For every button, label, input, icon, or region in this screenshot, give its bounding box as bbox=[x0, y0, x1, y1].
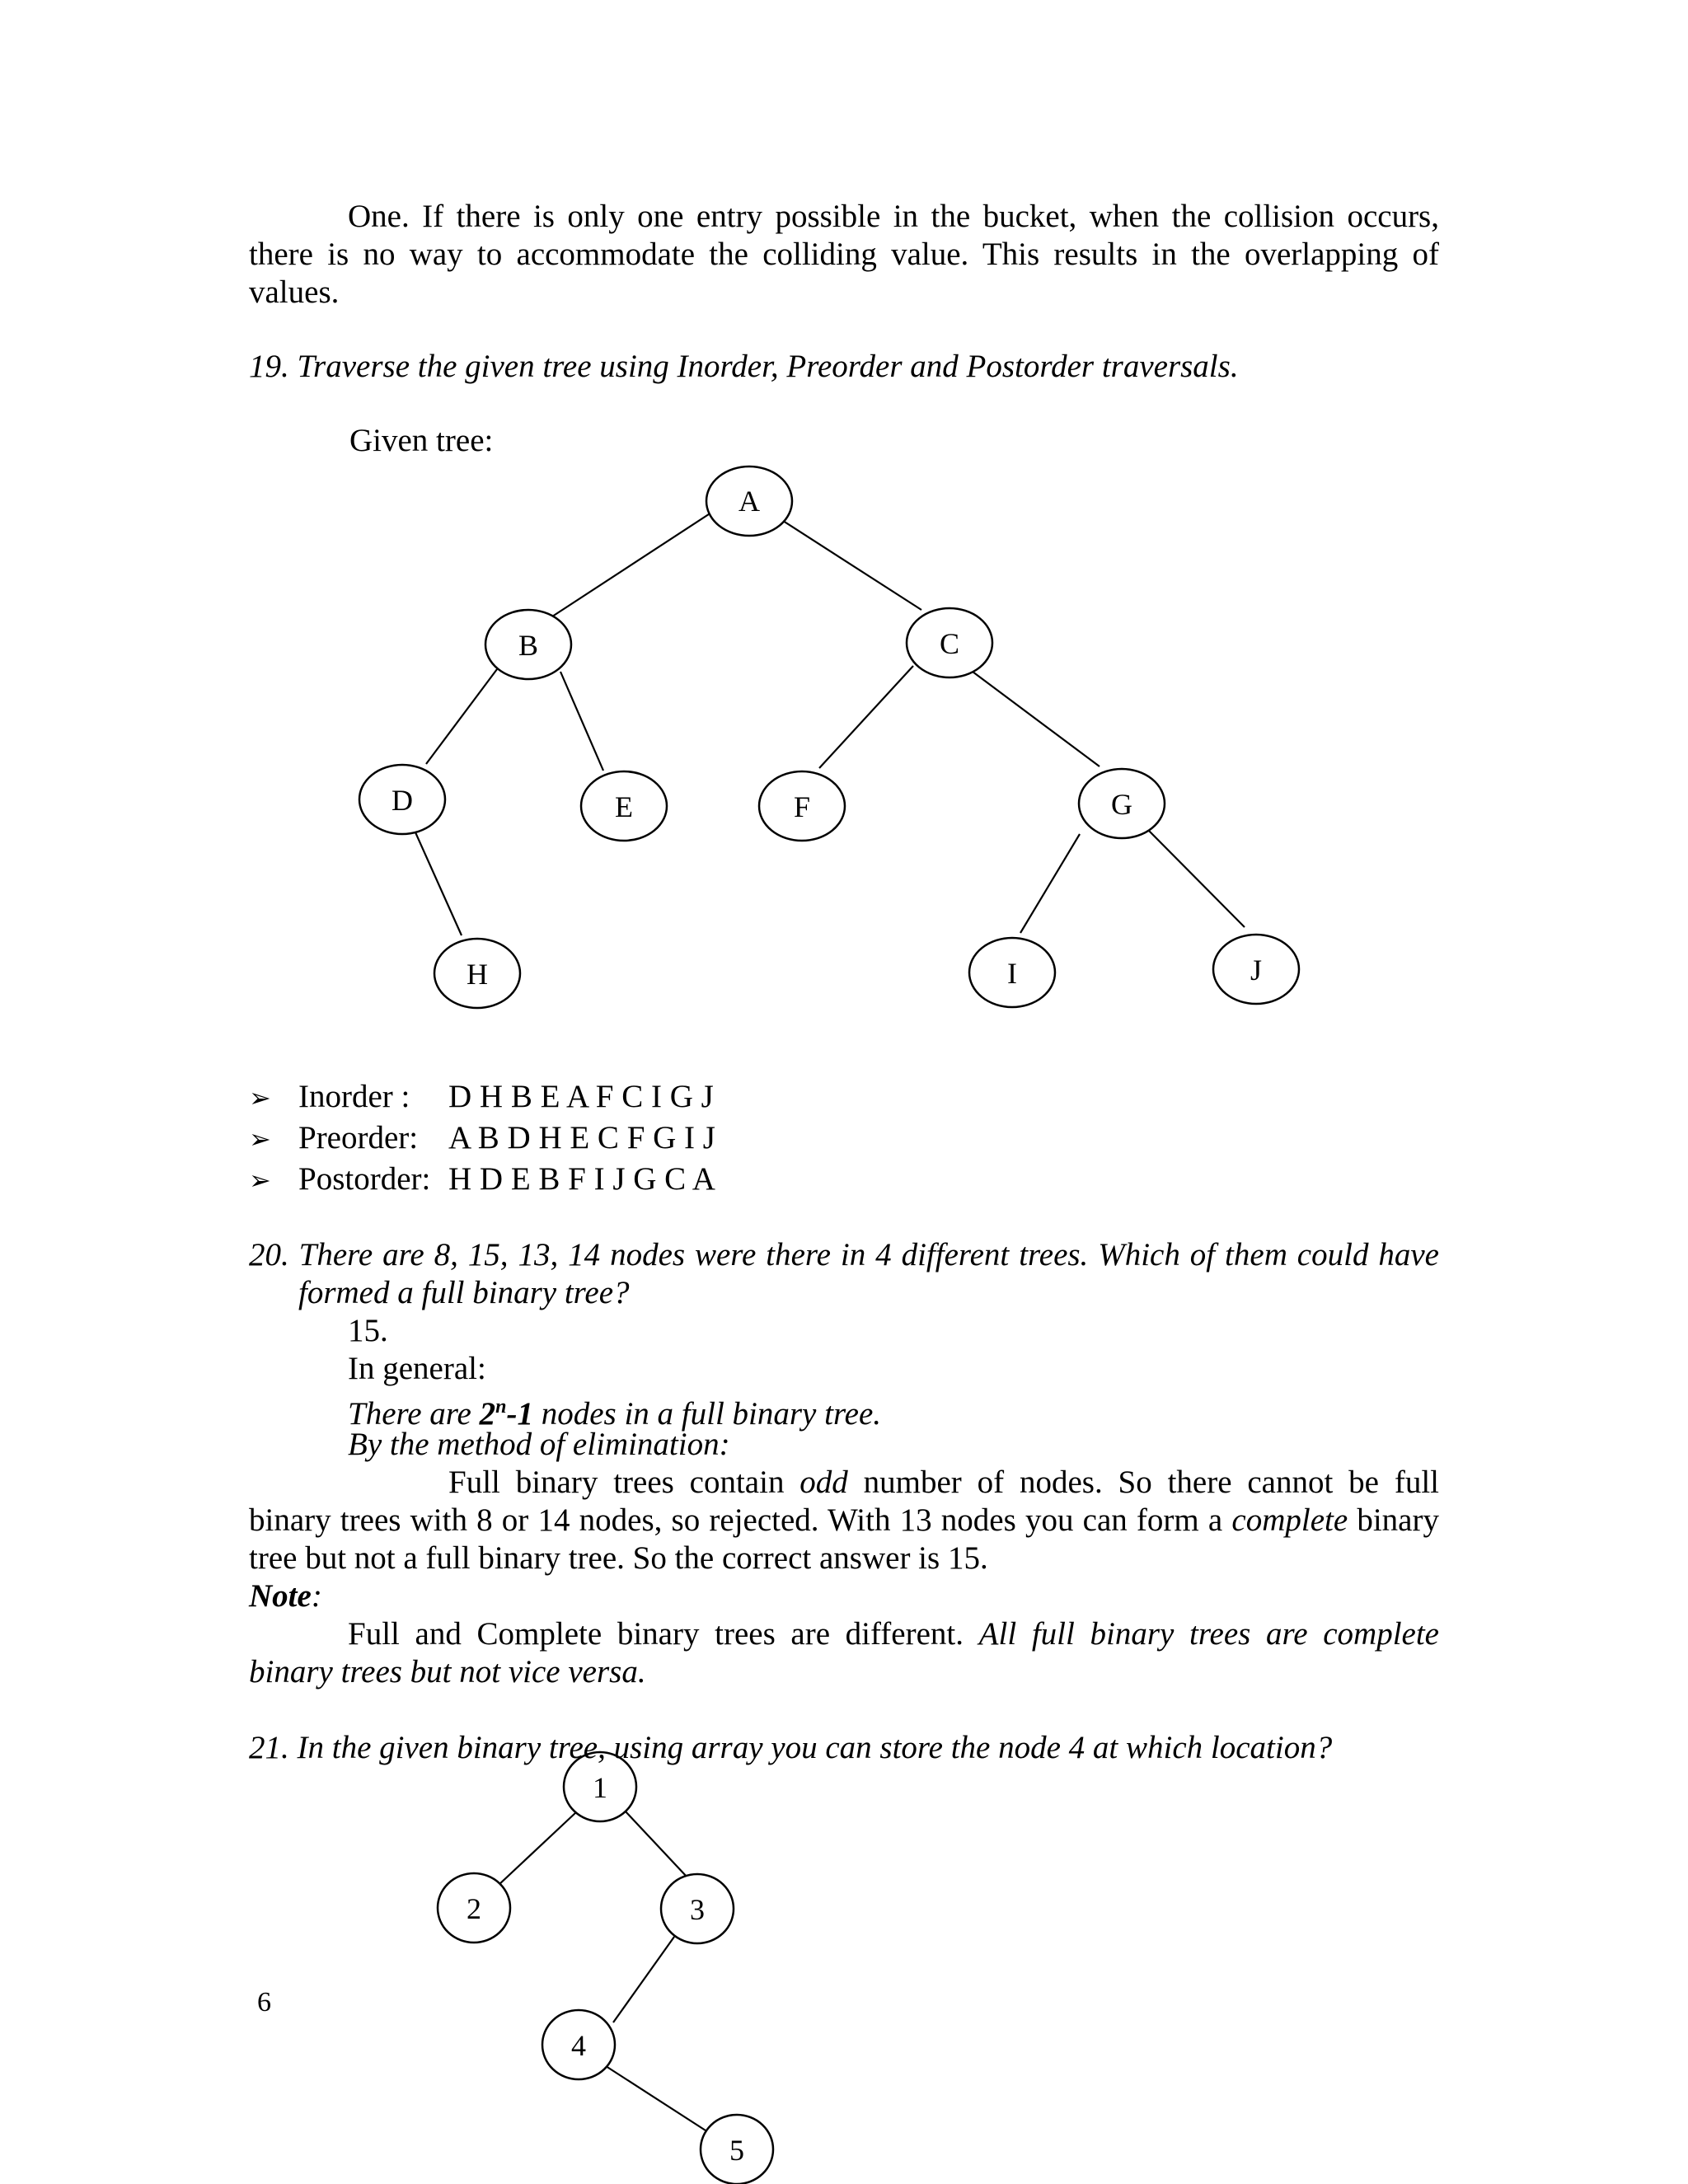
formula-minus-one: -1 bbox=[506, 1396, 533, 1432]
tree-edge-a-c bbox=[781, 519, 921, 610]
arrow-bullet-icon: ➢ bbox=[249, 1123, 271, 1155]
tree-edge-3-4 bbox=[613, 1937, 674, 2022]
tree-edge-1-2 bbox=[498, 1811, 577, 1886]
note-heading bbox=[249, 1577, 322, 1615]
formula-prefix: There are bbox=[348, 1396, 480, 1432]
tree-node-b-label: B bbox=[518, 629, 539, 662]
traversal-label: Postorder: bbox=[298, 1161, 431, 1197]
page-number: 6 bbox=[257, 1987, 271, 2018]
explanation-part-3: binary tree but not a full binary tree. So the correct answer is 15. bbox=[249, 1502, 1439, 1576]
tree-edge-1-3 bbox=[625, 1811, 687, 1877]
question-19-tree bbox=[359, 466, 1299, 1008]
question-20-title: 20. There are 8, 15, 13, 14 nodes were there in 4 different trees. Which of them could have formed a full binary tree? bbox=[249, 1237, 1439, 1310]
tree-edge-c-g bbox=[969, 669, 1100, 766]
tree-edge-d-h bbox=[415, 832, 462, 935]
tree-node-f-label: F bbox=[793, 790, 811, 823]
tree-node-a-label: A bbox=[738, 485, 760, 518]
traversal-value: D H B E A F C I G J bbox=[448, 1079, 714, 1114]
tree-node-d-label: D bbox=[392, 784, 413, 817]
tree-edge-g-i bbox=[1020, 834, 1080, 933]
tree-node-h-label: H bbox=[467, 958, 488, 991]
traversal-inorder bbox=[249, 1076, 715, 1118]
arrow-bullet-icon: ➢ bbox=[249, 1082, 271, 1113]
formula-exponent: n bbox=[495, 1396, 507, 1418]
tree-node-g-label: G bbox=[1111, 788, 1132, 821]
explanation-odd: odd bbox=[799, 1465, 848, 1500]
note-paragraph bbox=[249, 1615, 1439, 1691]
tree-node-j bbox=[1213, 935, 1299, 1004]
question-21-tree bbox=[438, 1752, 773, 2184]
explanation-part-1: Full binary trees contain bbox=[448, 1465, 800, 1500]
tree-node-e-label: E bbox=[615, 790, 633, 823]
tree-node-4-label: 4 bbox=[571, 2029, 586, 2062]
tree-node-a bbox=[706, 466, 792, 536]
tree-node-i-label: I bbox=[1007, 957, 1017, 990]
tree-node-c bbox=[907, 608, 992, 677]
traversal-preorder bbox=[249, 1118, 715, 1159]
tree-edge-c-f bbox=[819, 666, 913, 768]
tree-node-j-label: J bbox=[1250, 954, 1263, 987]
given-tree-label: Given tree: bbox=[349, 423, 494, 458]
tree-node-2 bbox=[438, 1873, 510, 1943]
traversal-label: Preorder: bbox=[298, 1120, 419, 1155]
in-general-label: In general: bbox=[348, 1351, 486, 1386]
formula-suffix: nodes in a full binary tree. bbox=[532, 1396, 882, 1432]
tree-node-5 bbox=[701, 2115, 773, 2184]
note-colon: : bbox=[311, 1578, 322, 1614]
question-20-answer: 15. bbox=[348, 1313, 388, 1348]
tree-edge-b-d bbox=[426, 669, 497, 764]
tree-node-f bbox=[759, 771, 845, 841]
tree-edge-4-5 bbox=[603, 2064, 706, 2130]
explanation-paragraph bbox=[249, 1464, 1439, 1577]
note-text-2: All full binary trees are complete binary trees but not vice versa. bbox=[249, 1616, 1439, 1690]
question-19-title: 19. Traverse the given tree using Inorder, Preorder and Postorder traversals. bbox=[249, 349, 1239, 384]
arrow-bullet-icon: ➢ bbox=[249, 1165, 271, 1196]
tree-node-3 bbox=[661, 1874, 734, 1943]
tree-edge-b-e bbox=[560, 672, 603, 771]
tree-node-d bbox=[359, 765, 445, 834]
traversal-value: A B D H E C F G I J bbox=[448, 1120, 715, 1155]
tree-node-g bbox=[1079, 769, 1165, 838]
explanation-part-2: number of nodes. So there cannot be full binary trees with 8 or 14 nodes, so rejected. With 13 nodes you can form a bbox=[249, 1465, 1439, 1538]
tree-node-c-label: C bbox=[939, 627, 960, 660]
explanation-complete: complete bbox=[1231, 1502, 1348, 1538]
tree-node-2-label: 2 bbox=[467, 1892, 481, 1925]
traversal-list bbox=[249, 1076, 715, 1200]
tree-node-3-label: 3 bbox=[690, 1893, 705, 1926]
note-text-1: Full and Complete binary trees are different. bbox=[348, 1616, 979, 1652]
tree-node-i bbox=[969, 938, 1055, 1007]
note-label: Note bbox=[249, 1578, 312, 1614]
tree-node-1-label: 1 bbox=[593, 1771, 607, 1804]
formula-base: 2 bbox=[479, 1396, 496, 1432]
traversal-label: Inorder : bbox=[298, 1079, 410, 1114]
tree-edge-g-j bbox=[1146, 827, 1245, 927]
tree-node-b bbox=[485, 610, 571, 679]
tree-node-5-label: 5 bbox=[729, 2134, 744, 2167]
question-21-title: 21. In the given binary tree, using array you can store the node 4 at which location? bbox=[249, 1730, 1333, 1765]
traversal-postorder bbox=[249, 1159, 715, 1200]
tree-edge-a-b bbox=[550, 511, 714, 618]
tree-node-e bbox=[581, 771, 667, 841]
intro-paragraph: One. If there is only one entry possible in the bucket, when the collision occurs, there is no way to accommodate the colliding value. This results in the overlapping of values. bbox=[249, 199, 1439, 310]
tree-node-h bbox=[434, 939, 520, 1008]
tree-node-4 bbox=[542, 2010, 615, 2079]
elimination-label: By the method of elimination: bbox=[348, 1427, 730, 1462]
traversal-value: H D E B F I J G C A bbox=[448, 1161, 715, 1197]
